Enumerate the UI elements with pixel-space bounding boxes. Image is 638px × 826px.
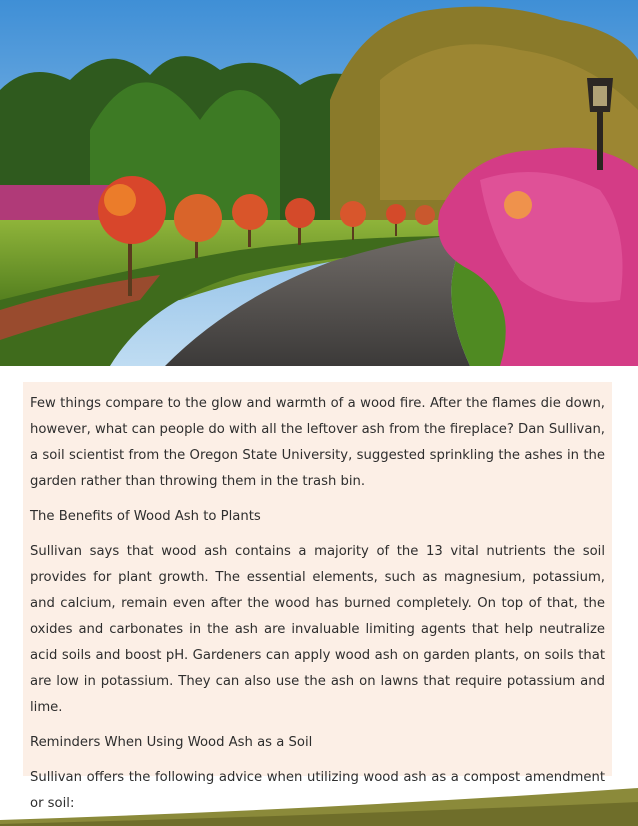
hero-garden-photo <box>0 0 638 366</box>
garden-path-photo-icon <box>0 0 638 366</box>
section-heading-benefits: The Benefits of Wood Ash to Plants <box>30 509 261 524</box>
article-body <box>23 382 612 811</box>
article-paragraph-reminders: Sullivan offers the following advice when utilizing wood ash as a compost amendment or soil: <box>30 770 605 811</box>
footer-decoration <box>0 780 638 826</box>
article-paragraph-intro: Few things compare to the glow and warmth of a wood fire. After the flames die down, however, what can people do with all the leftover ash from the fireplace? Dan Sullivan, a soil scientist from the Oregon State University, suggested sprinkling the ashes in the garden rather than throwing them in the trash bin. <box>30 396 605 489</box>
article-paragraph-benefits: Sullivan says that wood ash contains a majority of the 13 vital nutrients the soil provides for plant growth. The essential elements, such as magnesium, potassium, and calcium, remain even after the wood has burned completely. On top of that, the oxides and carbonates in the ash are invaluable limiting agents that help neutralize acid soils and boost pH. Gardeners can apply wood ash on garden plants, on soils that are low in potassium. They can also use the ash on lawns that require potassium and lime. <box>30 544 605 715</box>
footer-wave-icon <box>0 780 638 826</box>
section-heading-reminders: Reminders When Using Wood Ash as a Soil <box>30 735 313 750</box>
